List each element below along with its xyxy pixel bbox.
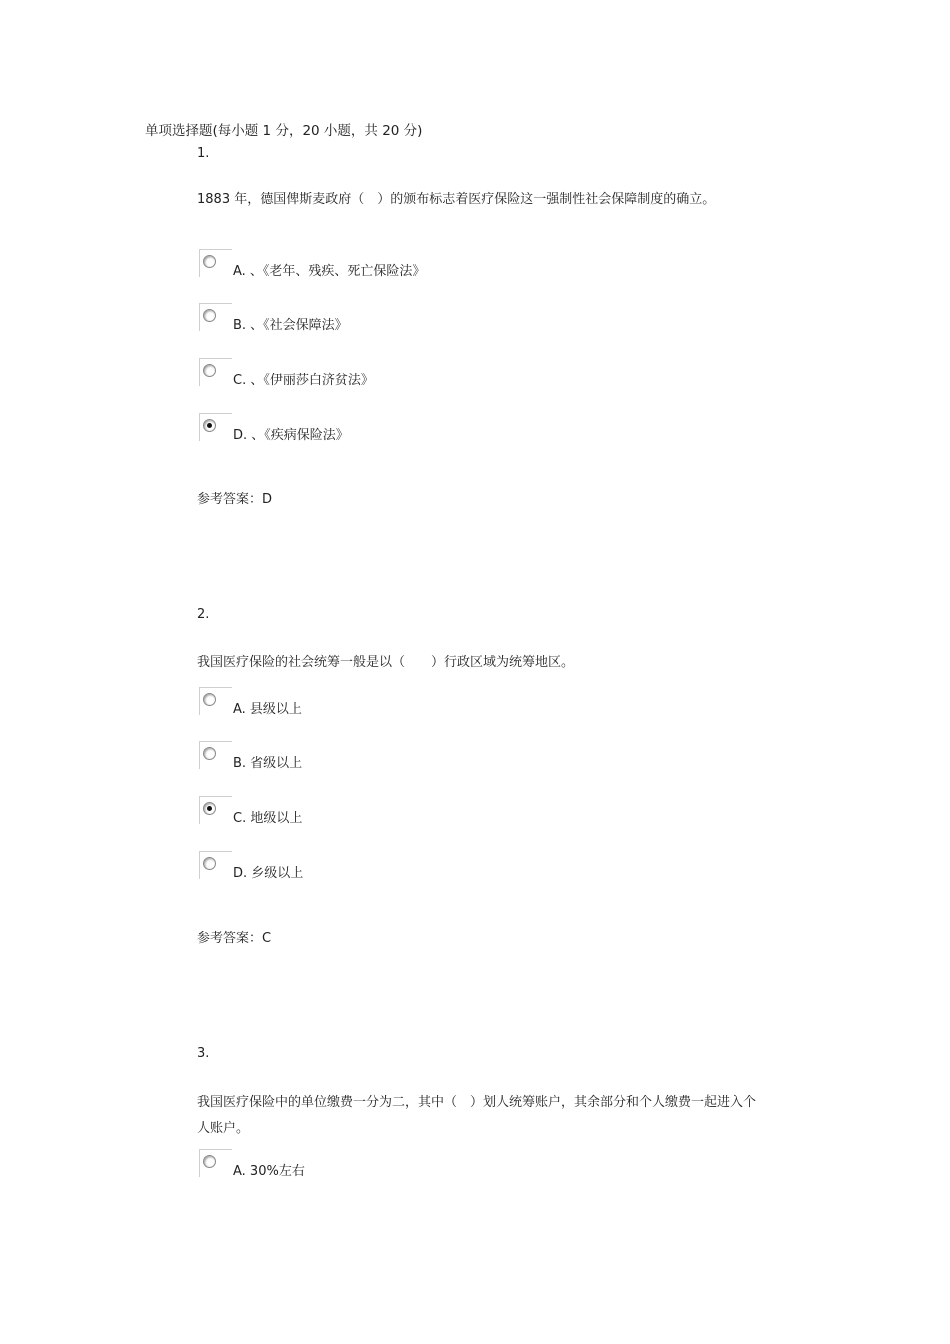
radio-frame <box>199 687 232 715</box>
radio-button[interactable] <box>203 747 216 760</box>
radio-button-selected[interactable] <box>203 419 216 432</box>
radio-frame <box>199 851 232 879</box>
question-number: 1. <box>197 146 210 161</box>
reference-answer: 参考答案：D <box>197 492 273 507</box>
reference-answer: 参考答案：C <box>197 931 272 946</box>
radio-frame <box>199 796 232 824</box>
radio-button-selected[interactable] <box>203 802 216 815</box>
radio-frame <box>199 249 232 277</box>
option-label: A. 30%左右 <box>233 1164 305 1179</box>
radio-button[interactable] <box>203 693 216 706</box>
question-number: 3. <box>197 1046 210 1061</box>
radio-frame <box>199 741 232 769</box>
question-text: 我国医疗保险的社会统筹一般是以（ ）行政区域为统筹地区。 <box>197 655 575 670</box>
option-label: B. 、《社会保障法》 <box>233 318 348 333</box>
radio-button[interactable] <box>203 1155 216 1168</box>
question-text: 1883 年，德国俾斯麦政府（ ）的颁布标志着医疗保险这一强制性社会保障制度的确立。 <box>197 192 716 207</box>
option-label: C. 、《伊丽莎白济贫法》 <box>233 373 374 388</box>
radio-frame <box>199 413 232 441</box>
radio-frame <box>199 1149 232 1177</box>
radio-button[interactable] <box>203 255 216 268</box>
radio-button[interactable] <box>203 364 216 377</box>
option-label: A. 县级以上 <box>233 702 302 717</box>
question-number: 2. <box>197 607 210 622</box>
option-label: D. 乡级以上 <box>233 866 304 881</box>
radio-frame <box>199 303 232 331</box>
radio-button[interactable] <box>203 309 216 322</box>
option-label: D. 、《疾病保险法》 <box>233 428 349 443</box>
option-label: B. 省级以上 <box>233 756 303 771</box>
option-label: C. 地级以上 <box>233 811 303 826</box>
radio-button[interactable] <box>203 857 216 870</box>
option-label: A. 、《老年、残疾、死亡保险法》 <box>233 264 426 279</box>
radio-frame <box>199 358 232 386</box>
section-title: 单项选择题(每小题 1 分，20 小题，共 20 分) <box>145 123 423 139</box>
question-text: 我国医疗保险中的单位缴费一分为二，其中（ ）划人统筹账户，其余部分和个人缴费一起进入个人账户。 <box>197 1095 757 1136</box>
